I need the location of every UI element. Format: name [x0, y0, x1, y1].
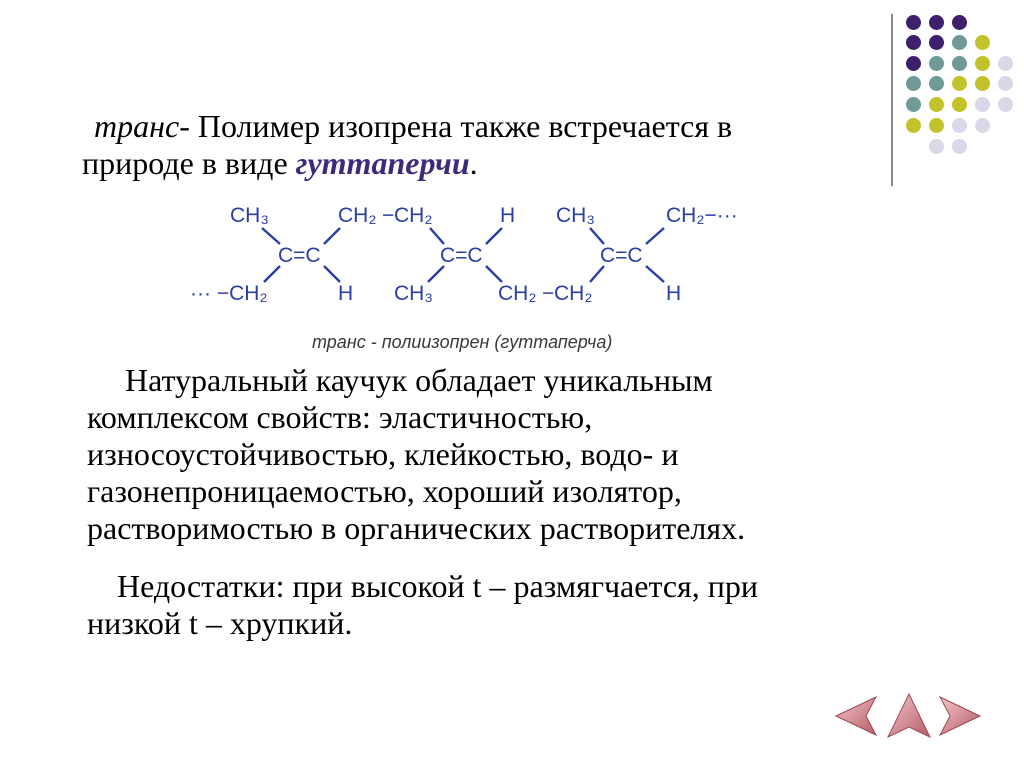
- slide-navigation: [832, 691, 984, 741]
- formula-h-3: H: [666, 282, 682, 305]
- next-arrow-icon[interactable]: [934, 691, 984, 741]
- intro-text: [82, 108, 733, 182]
- formula-ch3-1: CH₃: [230, 204, 269, 227]
- properties-line3: износоустойчивостью, клейкостью, водо- и: [87, 436, 679, 472]
- formula-end-left: ··· −CH₂: [190, 282, 268, 305]
- formula-ceqc-3: C=C: [600, 244, 643, 267]
- formula-ch3-3: CH₃: [556, 204, 595, 227]
- formula-h-1: H: [338, 282, 354, 305]
- intro-line2-period: .: [469, 145, 478, 181]
- properties-line5: растворимостью в органических растворителях.: [87, 510, 746, 546]
- drawbacks-paragraph: [87, 568, 758, 642]
- formula-ceqc-2: C=C: [440, 244, 483, 267]
- intro-line2: [82, 145, 732, 182]
- formula-ch2-4: CH₂: [554, 282, 593, 305]
- formula-caption: транс - полиизопрен (гуттаперча): [312, 332, 613, 352]
- properties-line1: Натуральный каучук обладает уникальным: [125, 362, 713, 398]
- intro-line1: - Полимер изопрена также встречается в: [179, 108, 733, 144]
- formula-end-right: CH₂−···: [666, 204, 738, 227]
- gutta-percha-term: гуттаперчи: [295, 145, 470, 181]
- formula-ch2-1: CH₂: [338, 204, 377, 227]
- vertical-divider: [891, 14, 893, 186]
- formula-ch2-2: CH₂: [394, 204, 433, 227]
- properties-line2: комплексом свойств: эластичностью,: [87, 399, 593, 435]
- formula-ceqc-1: C=C: [278, 244, 321, 267]
- trans-prefix: транс: [94, 108, 180, 144]
- trans-polyisoprene-formula: [188, 196, 748, 364]
- intro-line2-text: природе в виде: [82, 145, 296, 181]
- formula-ch2-3: CH₂: [498, 282, 537, 305]
- home-up-arrow-icon[interactable]: [884, 691, 934, 741]
- formula-dash-1: −: [382, 204, 395, 227]
- drawbacks-line1: Недостатки: при высокой t – размягчается, при: [117, 568, 758, 604]
- formula-h-2: H: [500, 204, 516, 227]
- properties-paragraph: [87, 362, 745, 547]
- drawbacks-line2: низкой t – хрупкий.: [87, 605, 353, 641]
- formula-dash-2: −: [542, 282, 555, 305]
- formula-ch3-2: CH₃: [394, 282, 433, 305]
- prev-arrow-icon[interactable]: [832, 691, 882, 741]
- properties-line4: газонепроницаемостью, хороший изолятор,: [87, 473, 682, 509]
